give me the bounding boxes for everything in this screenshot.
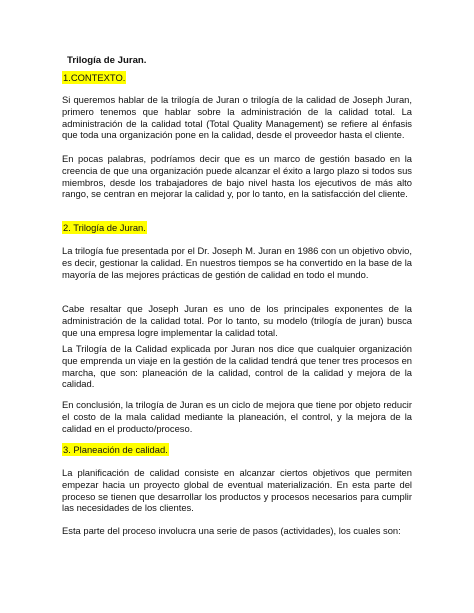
- paragraph: Esta parte del proceso involucra una serie de pasos (actividades), los cuales son:: [62, 525, 401, 536]
- paragraph: La trilogía fue presentada por el Dr. Joseph M. Juran en 1986 con un objetivo obvio, es decir, gestionar la calidad. En nuestros tiempos se ha convertido en la base de la mayoría de las mejores prácticas de gestión de calidad en todo el mundo.: [62, 245, 412, 280]
- section-heading-planeacion: [62, 444, 412, 456]
- section-heading-contexto: [62, 72, 412, 84]
- highlighted-heading: 1.CONTEXTO.: [63, 72, 126, 83]
- paragraph: En pocas palabras, podríamos decir que es un marco de gestión basado en la creencia de que una organización puede alcanzar el éxito a largo plazo si todos sus miembros, desde los trabajadores de bajo nivel hasta los ejecutivos de más alto rango, se centran en mejorar la calidad y, por lo tanto, en la satisfacción del cliente.: [62, 153, 412, 200]
- paragraph: Cabe resaltar que Joseph Juran es uno de los principales exponentes de la administración de la calidad total. Por lo tanto, su modelo (trilogía de juran) busca que una empresa logre implementar la calidad total.: [62, 303, 412, 338]
- highlighted-heading: 3. Planeación de calidad.: [63, 444, 168, 455]
- document-title: Trilogía de Juran.: [67, 55, 147, 66]
- paragraph: En conclusión, la trilogía de Juran es un ciclo de mejora que tiene por objeto reducir el costo de la mala calidad mediante la planeación, el control, y la mejora de la calidad en el producto/proceso.: [62, 399, 412, 434]
- paragraph: La planificación de calidad consiste en alcanzar ciertos objetivos que permiten empezar hacia un proyecto global de eventual materialización. En esta parte del proceso se tienen que desarrollar los productos y procesos necesarios para cumplir las necesidades de los clientes.: [62, 467, 412, 514]
- highlighted-heading: 2. Trilogía de Juran.: [63, 222, 146, 233]
- section-heading-trilogia: [62, 222, 412, 234]
- paragraph: La Trilogía de la Calidad explicada por Juran nos dice que cualquier organización que emprenda un viaje en la gestión de la calidad tendrá que tener tres procesos en marcha, que son: planeación de la calidad, control de la calidad y mejora de la calidad.: [62, 343, 412, 390]
- paragraph: Si queremos hablar de la trilogía de Juran o trilogía de la calidad de Joseph Juran, primero tenemos que hablar sobre la administración de la calidad total. La administración de la calidad total (Total Quality Management) se refiere al énfasis que toda una organización pone en la calidad, desde el proveedor hasta el cliente.: [62, 94, 412, 141]
